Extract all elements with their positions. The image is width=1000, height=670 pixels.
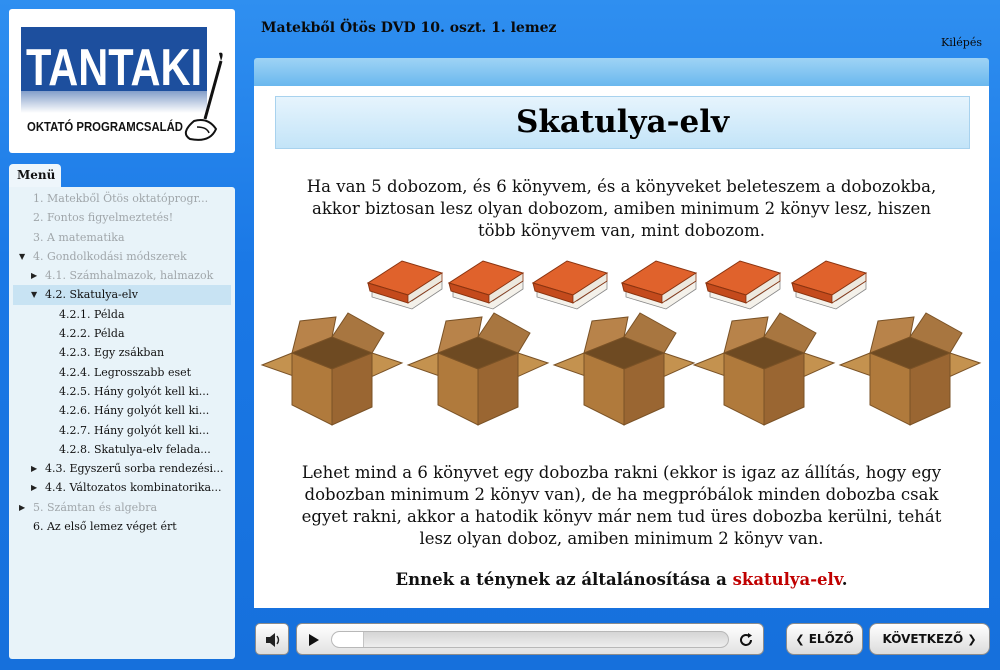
menu-item-label: 4.1. Számhalmazok, halmazok (45, 269, 214, 283)
menu-item-label: 6. Az első lemez véget ért (33, 520, 177, 534)
book-icon (368, 261, 442, 309)
menu-item-label: 4.2.8. Skatulya-elv felada... (59, 442, 211, 456)
caret-right-icon[interactable]: ▶ (19, 502, 26, 512)
book-icon (706, 261, 780, 309)
menu-item[interactable] (9, 343, 235, 362)
slide-content (254, 86, 989, 608)
book-icon (449, 261, 523, 309)
slide-paragraph-explanation: Lehet mind a 6 könyvet egy dobozba rakni (ekkor is igaz az állítás, hogy egy dobozban minimum 2 könyv van), de ha megpróbálok minden dobozba csak egyet rakni, akkor a hatodik könyv már nem tud üres dobozba kerülni, tehát lesz olyan doboz, amiben minimum 2 könyv van. (301, 463, 942, 548)
media-player (296, 623, 764, 655)
cardboard-box-icon (694, 313, 834, 425)
slide-title: Skatulya-elv (515, 104, 730, 140)
menu-item-label: 4.2.2. Példa (59, 327, 125, 341)
content-header-bar (254, 58, 989, 86)
menu-item[interactable] (9, 459, 235, 478)
exit-link[interactable]: Kilépés (941, 36, 982, 49)
menu-item-label: 4.3. Egyszerű sorba rendezési... (45, 462, 224, 476)
menu-item-label: 4.2.5. Hány golyót kell ki... (59, 384, 210, 398)
logo-brand-text: TANTAKI (26, 39, 202, 97)
menu-item[interactable] (9, 189, 235, 208)
logo-tagline-text: OKTATÓ PROGRAMCSALÁD (27, 119, 183, 134)
chevron-right-icon: ❯ (967, 633, 977, 646)
conclusion-suffix: . (841, 570, 848, 589)
menu-item-label: 4. Gondolkodási módszerek (33, 249, 187, 263)
previous-button[interactable] (786, 623, 863, 655)
app-title: Matekből Ötös DVD 10. oszt. 1. lemez (261, 20, 557, 36)
replay-icon[interactable] (737, 631, 755, 649)
menu-item[interactable] (9, 517, 235, 536)
menu-item[interactable] (9, 478, 235, 497)
cardboard-box-icon (408, 313, 548, 425)
tantaki-logo (9, 9, 235, 153)
conclusion-term: skatulya-elv (732, 570, 842, 589)
menu-item[interactable] (9, 363, 235, 382)
menu-item[interactable] (9, 382, 235, 401)
menu-item-label: 3. A matematika (33, 230, 125, 244)
sound-button[interactable] (255, 623, 289, 655)
caret-down-icon[interactable]: ▼ (19, 251, 26, 261)
next-label: KÖVETKEZŐ (882, 632, 964, 646)
cardboard-box-icon (262, 313, 402, 425)
menu-item[interactable] (9, 421, 235, 440)
menu-item[interactable] (9, 247, 235, 266)
menu-item[interactable] (9, 498, 235, 517)
menu-item[interactable] (9, 305, 235, 324)
books-and-boxes-illustration (254, 251, 989, 441)
menu-item-label: 4.2. Skatulya-elv (45, 288, 139, 302)
menu-item[interactable] (9, 208, 235, 227)
menu-item-label: 4.2.4. Legrosszabb eset (59, 365, 192, 379)
book-icon (792, 261, 866, 309)
menu-item[interactable] (9, 401, 235, 420)
menu-item-label: 4.4. Változatos kombinatorika... (45, 481, 222, 495)
menu-item[interactable] (9, 266, 235, 285)
menu-item-label: 2. Fontos figyelmeztetés! (33, 211, 174, 225)
caret-down-icon[interactable]: ▼ (31, 290, 38, 300)
book-icon (622, 261, 696, 309)
progress-fill (332, 632, 364, 647)
speaker-icon (256, 624, 290, 656)
slide-paragraph-intro: Ha van 5 dobozom, és 6 könyvem, és a könyveket beleteszem a dobozokba, akkor biztosan lesz olyan dobozom, amiben minimum 2 könyv lesz, hiszen több könyvem van, mint dobozom. (306, 177, 937, 240)
menu-item[interactable] (9, 324, 235, 343)
caret-right-icon[interactable]: ▶ (31, 483, 38, 493)
menu-panel (9, 187, 235, 659)
play-icon[interactable] (307, 633, 321, 647)
menu-tab[interactable]: Menü (9, 164, 61, 188)
conclusion-prefix: Ennek a ténynek az általánosítása a (395, 570, 733, 589)
menu-item-label: 4.2.1. Példa (59, 307, 125, 321)
menu-item[interactable] (9, 228, 235, 247)
next-button[interactable] (869, 623, 990, 655)
slide-conclusion (254, 570, 989, 589)
caret-right-icon[interactable]: ▶ (31, 271, 38, 281)
menu-item-label: 4.2.3. Egy zsákban (59, 346, 165, 360)
book-icon (533, 261, 607, 309)
menu-item-label: 5. Számtan és algebra (33, 500, 158, 514)
menu-item-label: 4.2.7. Hány golyót kell ki... (59, 423, 210, 437)
previous-label: ELŐZŐ (808, 632, 854, 646)
cardboard-box-icon (840, 313, 980, 425)
playback-progress-bar[interactable] (331, 631, 729, 648)
menu-item-label: 1. Matekből Ötös oktatóprogr... (33, 192, 209, 205)
caret-right-icon[interactable]: ▶ (31, 464, 38, 474)
menu-item-label: 4.2.6. Hány golyót kell ki... (59, 404, 210, 418)
cardboard-box-icon (554, 313, 694, 425)
menu-item[interactable] (13, 285, 231, 304)
slide-title-bar (275, 96, 970, 149)
menu-item[interactable] (9, 440, 235, 459)
chevron-left-icon: ❮ (795, 633, 805, 646)
